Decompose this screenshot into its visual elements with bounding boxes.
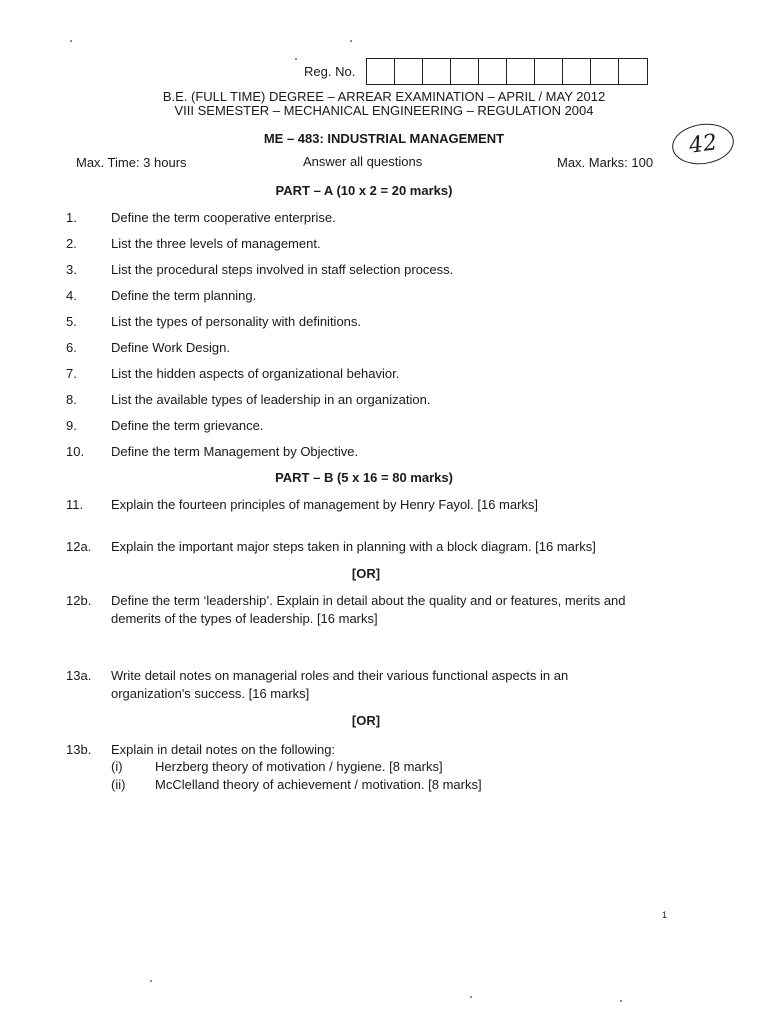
or-divider: [OR] xyxy=(351,713,381,728)
question-number: 6. xyxy=(66,340,77,355)
question-text: Define the term grievance. xyxy=(111,418,264,433)
reg-no-box xyxy=(395,59,423,84)
question-text: Define Work Design. xyxy=(111,340,230,355)
question-number: 7. xyxy=(66,366,77,381)
question-text: Explain the fourteen principles of management by Henry Fayol. [16 marks] xyxy=(111,497,539,512)
instruction: Answer all questions xyxy=(303,154,423,169)
part-b-title: PART – B (5 x 16 = 80 marks) xyxy=(275,470,453,485)
question-number: 12a. xyxy=(66,539,92,554)
reg-no-box xyxy=(479,59,507,84)
reg-no-box xyxy=(591,59,619,84)
question-text: List the available types of leadership in an organization. xyxy=(111,392,431,407)
handwritten-mark: 42 xyxy=(670,120,737,168)
question-number: 13a. xyxy=(66,668,92,683)
scan-speck xyxy=(295,58,297,60)
question-number: 13b. xyxy=(66,742,92,757)
reg-no-box xyxy=(423,59,451,84)
question-text: Define the term ‘leadership’. Explain in detail about the quality and or features, merits and demerits of the types of leadership. [16 marks] xyxy=(111,593,626,626)
scan-speck xyxy=(470,996,472,998)
reg-no-boxes xyxy=(366,58,648,85)
question-number: 1. xyxy=(66,210,77,225)
scan-speck xyxy=(150,980,152,982)
question-number: 8. xyxy=(66,392,77,407)
course-title: ME – 483: INDUSTRIAL MANAGEMENT xyxy=(263,131,505,146)
page-number: 1 xyxy=(662,910,668,920)
sub-question-label: (ii) xyxy=(111,777,126,792)
question-text: List the types of personality with definitions. xyxy=(111,314,362,329)
question-text: Define the term cooperative enterprise. xyxy=(111,210,336,225)
reg-no-box xyxy=(367,59,395,84)
question-number: 12b. xyxy=(66,593,92,608)
reg-no-box xyxy=(507,59,535,84)
question-number: 4. xyxy=(66,288,77,303)
sub-question-label: (i) xyxy=(111,759,123,774)
question-text: List the three levels of management. xyxy=(111,236,321,251)
max-marks: Max. Marks: 100 xyxy=(557,155,654,170)
sub-question-text: McClelland theory of achievement / motivation. [8 marks] xyxy=(155,777,482,792)
part-a-title: PART – A (10 x 2 = 20 marks) xyxy=(275,183,453,198)
scan-speck xyxy=(620,1000,622,1002)
question-text: List the hidden aspects of organizational behavior. xyxy=(111,366,400,381)
reg-no-box xyxy=(535,59,563,84)
question-number: 9. xyxy=(66,418,77,433)
question-number: 11. xyxy=(66,497,84,512)
question-text: Define the term Management by Objective. xyxy=(111,444,359,459)
question-number: 3. xyxy=(66,262,77,277)
exam-title-line2: VIII SEMESTER – MECHANICAL ENGINEERING – REGULATION 2004 xyxy=(174,103,594,118)
question-text: Define the term planning. xyxy=(111,288,257,303)
question-number: 10. xyxy=(66,444,85,459)
scan-speck xyxy=(350,40,352,42)
reg-no-label: Reg. No. xyxy=(304,64,356,79)
sub-question-text: Herzberg theory of motivation / hygiene. [8 marks] xyxy=(155,759,443,774)
question-text: List the procedural steps involved in staff selection process. xyxy=(111,262,454,277)
reg-no-box xyxy=(619,59,647,84)
question-number: 2. xyxy=(66,236,77,251)
max-time: Max. Time: 3 hours xyxy=(76,155,187,170)
question-number: 5. xyxy=(66,314,77,329)
exam-title-line1: B.E. (FULL TIME) DEGREE – ARREAR EXAMINATION – APRIL / MAY 2012 xyxy=(162,89,606,104)
or-divider: [OR] xyxy=(351,566,381,581)
question-text: Write detail notes on managerial roles and their various functional aspects in an organization's success. [16 marks] xyxy=(111,668,569,701)
reg-no-box xyxy=(563,59,591,84)
question-text: Explain in detail notes on the following: xyxy=(111,742,336,757)
scan-speck xyxy=(70,40,72,42)
reg-no-box xyxy=(451,59,479,84)
question-text: Explain the important major steps taken in planning with a block diagram. [16 marks] xyxy=(111,539,596,554)
